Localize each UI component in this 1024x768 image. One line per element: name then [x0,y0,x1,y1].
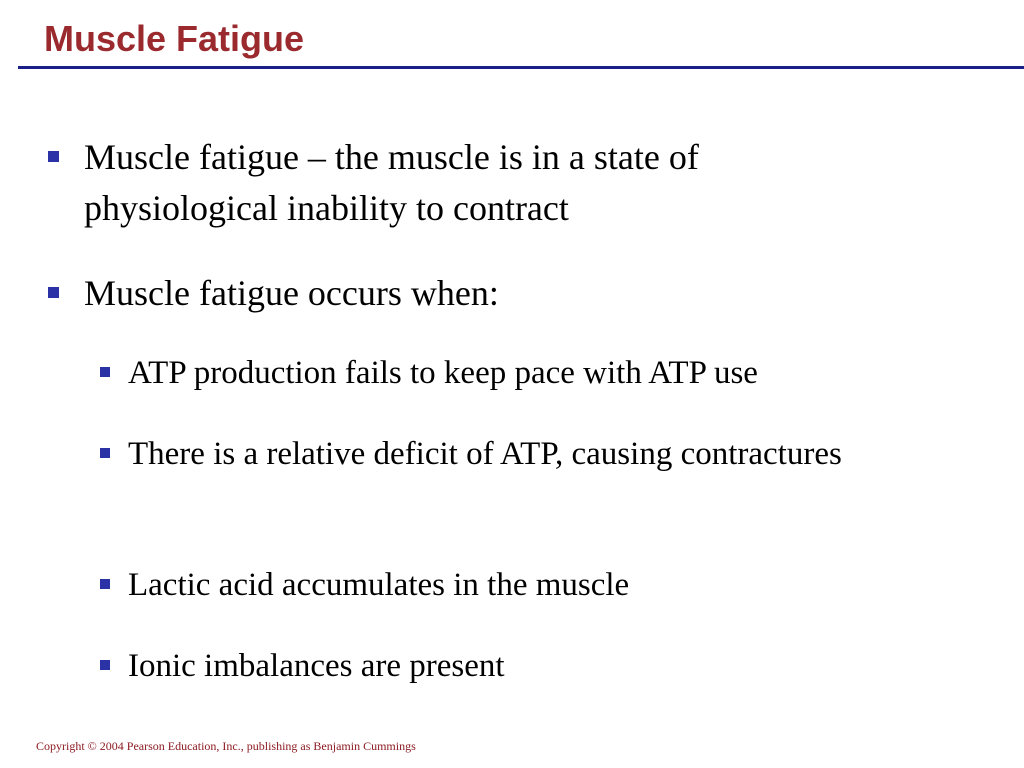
square-bullet-icon [100,660,110,670]
sub-bullet-item: There is a relative deficit of ATP, causing contractures [128,436,842,472]
copyright-footer: Copyright © 2004 Pearson Education, Inc., publishing as Benjamin Cummings [36,739,416,753]
square-bullet-icon [100,367,110,377]
sub-bullet-item: Lactic acid accumulates in the muscle [128,567,630,603]
bullet-item: Muscle fatigue – the muscle is in a state of physiological inability to contract [84,137,699,228]
sub-bullet-item: ATP production fails to keep pace with ATP use [128,355,758,391]
square-bullet-icon [100,579,110,589]
sub-bullet-item: Ionic imbalances are present [128,648,505,684]
slide-title: Muscle Fatigue [44,18,305,59]
bullet-item: Muscle fatigue occurs when: [84,273,499,313]
square-bullet-icon [48,151,59,162]
square-bullet-icon [100,448,110,458]
square-bullet-icon [48,287,59,298]
